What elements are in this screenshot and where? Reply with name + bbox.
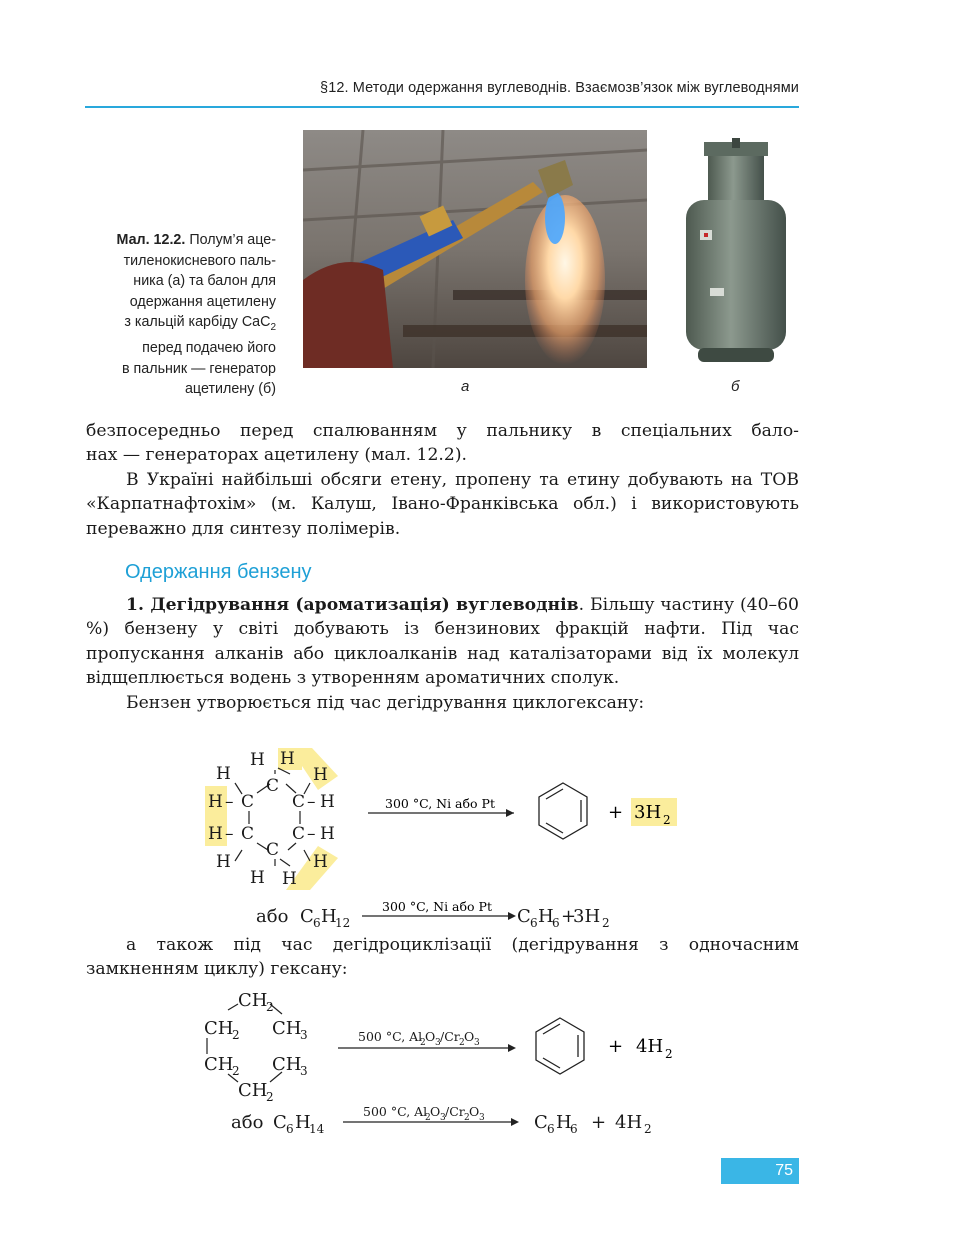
svg-text:3: 3 [474,1038,480,1048]
paragraph-1-line-1: безпосередньо перед спалюванням у пальнику в спеціальних бало- [86,421,799,441]
benzene-ring [536,1018,584,1074]
reaction1-h2: 3H [634,802,662,823]
paragraph-3-rest: . Більшу частину (40–60 %) бензену у світі добувають із бензинових фракцій нафти. Під час пропускання алканів або циклоалканів над каталізаторами від їх молекул відщеплюється водень з утворенням ароматичних сполук. [86,595,799,689]
svg-text:500 °C, Al: 500 °C, Al [363,1104,428,1119]
alt-h2: 3H [573,906,601,927]
reaction2-condition [358,1029,480,1048]
caption-line-3: ника (а) та балон для [133,273,276,289]
atom-h: H [250,750,265,770]
body-paragraph-5 [86,933,799,982]
svg-text:/Cr: /Cr [445,1104,465,1119]
alt-reactant-h: H [321,906,337,927]
caption-line-4: одержання ацетилену [129,293,276,310]
atom-h: H [216,764,231,784]
atom-h: H [208,824,223,844]
reaction1-h2-sub: 2 [663,813,671,827]
paragraph-1-line-2: нах — генераторах ацетилену (мал. 12.2). [86,445,467,466]
caption-label: Мал. 12.2. [116,232,186,248]
alt2-reactant-sub1: 6 [286,1122,294,1136]
torch-photo [303,130,647,368]
sub-3: 3 [300,1028,308,1042]
caption-line-7: в пальник — генератор [121,360,276,377]
alt2-product-c: C [534,1112,548,1133]
alt2-product-sub2: 6 [570,1122,578,1136]
reaction2-h2-sub: 2 [665,1047,673,1061]
alt2-condition [363,1104,485,1123]
alt2-h2: 4H [615,1112,643,1133]
svg-text:2: 2 [464,1113,470,1123]
photo-label-a: а [461,378,470,395]
torch-illustration [303,130,647,368]
atom-c: C [241,824,255,844]
alt2-h2-sub: 2 [644,1122,652,1136]
alt2-reactant-sub2: 14 [309,1122,325,1136]
alt2-product-sub1: 6 [547,1122,555,1136]
alt2-prefix: або [231,1112,264,1133]
svg-text:2: 2 [425,1113,431,1123]
svg-text:3: 3 [440,1113,446,1123]
atom-c: C [241,792,255,812]
paragraph-3 [86,593,799,691]
bond-dash: – [225,824,234,844]
svg-text:O: O [469,1104,480,1119]
figure-caption [84,230,276,400]
group-ch3: CH [272,1054,302,1075]
group-ch3: CH [272,1018,302,1039]
caption-line-8: ацетилену (б) [184,381,276,398]
atom-h: H [320,824,335,844]
svg-text:2: 2 [459,1038,465,1048]
caption-line-2: тиленокисневого паль- [123,252,276,269]
alt-product-c: C [517,906,531,927]
group-ch2: CH [238,1080,268,1101]
sub-3: 3 [300,1064,308,1078]
sub-2: 2 [232,1064,240,1078]
sub-2: 2 [266,1000,274,1014]
body-paragraphs-top [86,419,799,541]
acetylene-generator-photo [676,138,796,366]
alt2-reactant-c: C [273,1112,287,1133]
atom-c: C [266,840,280,860]
running-header: §12. Методи одержання вуглеводнів. Взаємозв’язок між вуглеводнями [320,80,799,96]
paragraph-2: В Україні найбільші обсяги етену, пропену та етину добувають на ТОВ «Карпатнафтохім» (м. Калуш, Івано-Франківська обл.) і використовують переважно для синтезу полімерів. [86,469,799,539]
sub-2: 2 [266,1090,274,1104]
atom-c: C [292,792,306,812]
header-rule [85,106,799,108]
alt-reactant-sub1: 6 [313,916,321,930]
svg-text:/Cr: /Cr [440,1029,460,1044]
caption-sub: 2 [270,321,276,333]
svg-text:3: 3 [435,1038,441,1048]
alt-prefix: або [256,906,289,927]
alt2-product-h: H [556,1112,572,1133]
svg-text:O: O [430,1104,441,1119]
page-number-box [721,1158,799,1184]
alt-plus: + [561,906,577,927]
svg-text:3: 3 [479,1113,485,1123]
group-ch2: CH [238,990,268,1011]
reaction1-condition: 300 °C, Ni або Pt [385,796,495,811]
benzene-ring [539,783,587,839]
atom-c: C [292,824,306,844]
alt2-reactant-h: H [295,1112,311,1133]
reaction1-plus: + [608,802,624,823]
group-ch2: CH [204,1054,234,1075]
atom-c: C [266,776,280,796]
photo-label-b: б [731,378,740,395]
svg-text:2: 2 [420,1038,426,1048]
alt-reactant-c: C [300,906,314,927]
body-paragraphs-mid [86,593,799,715]
bond-dash: – [307,824,316,844]
atom-h: H [250,868,265,888]
atom-h: H [282,869,297,889]
paragraph-4: Бензен утворюється під час дегідрування циклогексану: [126,692,645,713]
cyclohexane-dehydrogenation-scheme [190,738,710,898]
paragraph-3-bold: 1. Дегідрування (ароматизація) вуглеводнів [126,595,579,615]
alt-product-sub2: 6 [552,916,560,930]
atom-h: H [313,765,328,785]
page-number: 75 [775,1162,793,1179]
alt-product-sub1: 6 [530,916,538,930]
reaction2-h2: 4H [636,1036,664,1057]
alt-product-h: H [538,906,554,927]
section-title: Одержання бензену [125,561,312,583]
alt-reactant-sub2: 12 [335,916,351,930]
reaction2-plus: + [608,1036,624,1057]
atom-h: H [216,852,231,872]
bond-dash: – [225,792,234,812]
atom-h: H [208,792,223,812]
atom-h: H [320,792,335,812]
reaction1-formula-line [250,896,650,932]
group-ch2: CH [204,1018,234,1039]
reaction2-formula-line [225,1100,665,1140]
alt2-plus: + [591,1112,607,1133]
alt-condition: 300 °C, Ni або Pt [382,899,492,914]
svg-text:O: O [425,1029,436,1044]
svg-text:500 °C, Al: 500 °C, Al [358,1029,423,1044]
atom-h: H [313,852,328,872]
caption-line-6: перед подачею його [142,340,276,357]
atom-h: H [280,749,295,769]
bond-dash: – [307,792,316,812]
svg-text:O: O [464,1029,475,1044]
paragraph-5: а також під час дегідроциклізації (дегідрування з одночасним замкненням циклу) гексану: [86,935,799,980]
sub-2: 2 [232,1028,240,1042]
generator-illustration [676,138,796,366]
caption-line-5: з кальцій карбіду CaC [124,314,271,330]
caption-line-1: Полум’я аце- [189,232,276,248]
alt-h2-sub: 2 [602,916,610,930]
